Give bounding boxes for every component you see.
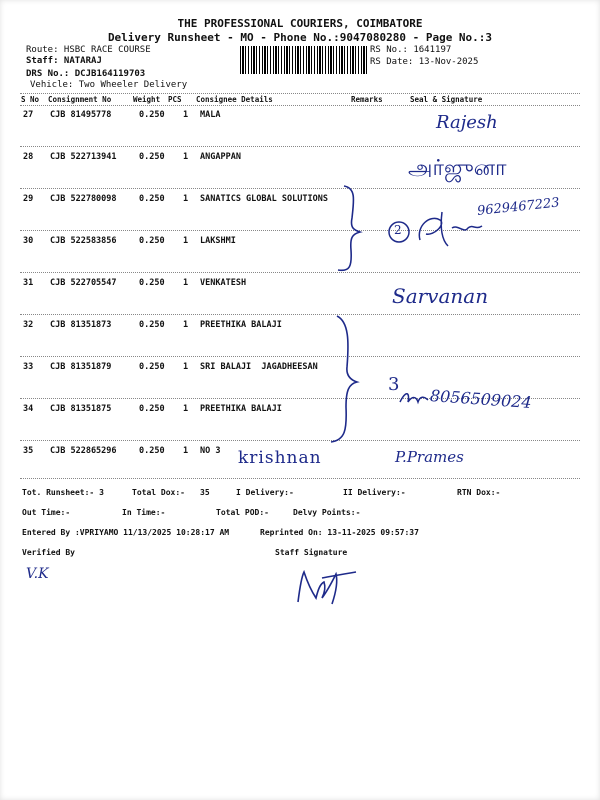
first-delivery-label: I Delivery:- [236,488,294,497]
row-consignment: CJB 522780098 [50,194,117,204]
handwritten-signature-row31: Sarvanan [392,284,489,308]
rs-number: RS No.: 1641197 [370,45,452,55]
row-weight: 0.250 [139,152,165,162]
row-sno: 32 [23,320,34,330]
col-remarks: Remarks [351,95,383,104]
row-consignment: CJB 522713941 [50,152,117,162]
handwritten-signature-row35: P.Prames [395,448,464,466]
col-weight: Weight [133,95,161,104]
row-pcs: 1 [183,236,189,246]
staff-label: Staff: NATARAJ [26,56,102,66]
rs-date: RS Date: 13-Nov-2025 [370,57,479,67]
row-divider [20,230,580,231]
row-consignee: SRI BALAJI JAGADHEESAN [200,362,318,372]
handwritten-phone-rows-29-30: 9629467223 [476,195,561,219]
row-consignee: VENKATESH [200,278,247,288]
row-weight: 0.250 [139,404,165,414]
in-time-label: In Time:- [122,508,166,517]
row-divider [20,314,580,315]
row-sno: 31 [23,278,34,288]
row-sno: 34 [23,404,34,414]
staff-signature-label: Staff Signature [275,548,348,557]
drs-number: DRS No.: DCJB164119703 [26,69,146,79]
row-pcs: 1 [183,446,189,456]
total-dox-label: Total Dox:- [132,488,185,497]
total-pod-label: Total POD:- [216,508,269,517]
row-sno: 30 [23,236,34,246]
handwritten-count-rows-32-35: 3 [388,374,400,395]
row-consignment: CJB 522865296 [50,446,117,456]
row-consignee: SANATICS GLOBAL SOLUTIONS [200,194,328,204]
row-consignment: CJB 81351875 [50,404,112,414]
row-pcs: 1 [183,320,189,330]
row-consignee: ANGAPPAN [200,152,241,162]
col-seal-signature: Seal & Signature [410,95,483,104]
row-pcs: 1 [183,194,189,204]
row-weight: 0.250 [139,446,165,456]
header-top-rule [20,93,580,94]
row-divider [20,146,580,147]
row-consignment: CJB 81351873 [50,320,112,330]
col-consignment: Consignment No [48,95,112,104]
handwritten-signature-row28: அர்ஜுனா [408,156,507,181]
row-weight: 0.250 [139,278,165,288]
row-weight: 0.250 [139,110,165,120]
row-pcs: 1 [183,404,189,414]
entered-by: Entered By :VPRIYAMO 11/13/2025 10:28:17 AM [22,528,230,537]
barcode-graphic [240,46,368,74]
row-consignee: MALA [200,110,221,120]
col-consignee: Consignee Details [196,95,273,104]
row-divider [20,440,580,441]
delivery-points-label: Delvy Points:- [293,508,361,517]
handwritten-count-rows-29-30: 2 [394,223,402,237]
row-pcs: 1 [183,152,189,162]
reprinted-on: Reprinted On: 13-11-2025 09:57:37 [260,528,419,537]
row-consignee: NO 3 [200,446,221,456]
col-pcs: PCS [168,95,182,104]
row-weight: 0.250 [139,194,165,204]
total-runsheet: Tot. Runsheet:- 3 [22,488,104,497]
row-sno: 29 [23,194,34,204]
table-bottom-rule [20,478,580,479]
company-name: THE PROFESSIONAL COURIERS, COIMBATORE [177,17,423,30]
row-consignment: CJB 81495778 [50,110,112,120]
row-pcs: 1 [183,362,189,372]
row-weight: 0.250 [139,362,165,372]
out-time-label: Out Time:- [22,508,71,517]
row-divider [20,272,580,273]
row-weight: 0.250 [139,320,165,330]
row-consignee: PREETHIKA BALAJI [200,320,282,330]
verified-by-label: Verified By [22,548,75,557]
row-sno: 35 [23,446,34,456]
row-consignee: PREETHIKA BALAJI [200,404,282,414]
bracket-mark-rows-32-35 [325,312,370,452]
handwritten-signature-rows-32-35 [398,386,430,408]
row-sno: 27 [23,110,34,120]
row-consignment: CJB 522583856 [50,236,117,246]
row-pcs: 1 [183,278,189,288]
staff-signature-mark [292,562,362,612]
runsheet-title: Delivery Runsheet - MO - Phone No.:9047080280 - Page No.:3 [107,31,493,44]
verifier-initials: V.K [26,566,49,582]
row-divider [20,188,580,189]
total-dox-value: 35 [200,488,210,497]
handwritten-name-row35: krishnan [238,448,322,468]
col-sno: S No [21,95,40,104]
route-label: Route: HSBC RACE COURSE [26,45,151,55]
row-divider [20,356,580,357]
bracket-mark-rows-29-30 [330,180,370,280]
vehicle-label: Vehicle: Two Wheeler Delivery [30,80,188,90]
header-bottom-rule [20,105,580,106]
row-sno: 28 [23,152,34,162]
row-consignee: LAKSHMI [200,236,236,246]
row-weight: 0.250 [139,236,165,246]
row-consignment: CJB 522705547 [50,278,117,288]
row-consignment: CJB 81351879 [50,362,112,372]
second-delivery-label: II Delivery:- [343,488,406,497]
rtn-dox-label: RTN Dox:- [457,488,501,497]
handwritten-signature-row27: Rajesh [436,112,498,133]
row-pcs: 1 [183,110,189,120]
row-sno: 33 [23,362,34,372]
handwritten-phone-rows-32-35: 8056509024 [429,386,533,413]
